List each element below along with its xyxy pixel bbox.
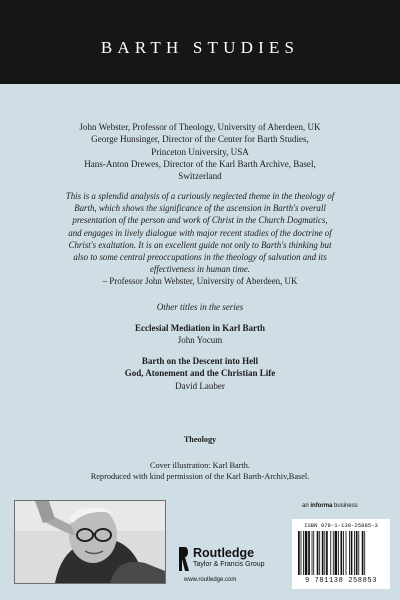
barcode-digits: 9 781138 258853 <box>304 577 377 585</box>
editor-line: Hans-Anton Drewes, Director of the Karl Barth Archive, Basel, <box>84 158 316 169</box>
isbn-barcode <box>292 519 390 589</box>
editor-line: Switzerland <box>178 171 222 182</box>
publisher-url: www.routledge.com <box>184 577 237 583</box>
barcode-bar <box>351 531 353 575</box>
book-title: Barth on the Descent into Hell <box>141 356 259 366</box>
barcode-bars <box>298 531 384 575</box>
informa-name: informa <box>310 503 333 509</box>
other-titles-heading: Other titles in the series <box>156 302 244 312</box>
barcode-bar <box>313 531 314 575</box>
informa-prefix: an <box>302 503 309 509</box>
routledge-r-icon <box>178 547 190 571</box>
barcode-bar <box>330 531 331 575</box>
cover-illustration-credit <box>0 460 400 482</box>
barcode-bar <box>338 531 339 575</box>
series-book <box>0 322 400 347</box>
editor-line: Princeton University, USA <box>151 146 249 157</box>
series-editors <box>60 121 340 182</box>
series-book <box>0 355 400 392</box>
barcode-bar <box>356 531 358 575</box>
barcode-bar <box>305 531 308 575</box>
barcode-bar <box>346 531 347 575</box>
barcode-bar <box>358 531 359 575</box>
book-author: David Lauber <box>175 380 225 391</box>
credit-line: Reproduced with kind permission of the Karl Barth-Archiv,Basel. <box>90 472 310 482</box>
subject-category: Theology <box>183 435 217 444</box>
book-title: Ecclesial Mediation in Karl Barth <box>135 323 265 333</box>
endorsement-blurb <box>52 190 348 288</box>
barcode-bar <box>362 531 364 575</box>
barcode-bar <box>298 531 300 575</box>
barcode-bar <box>308 531 310 575</box>
book-author: John Yocum <box>177 335 223 346</box>
publisher-name: Routledge <box>193 546 255 560</box>
barcode-bar <box>303 531 304 575</box>
barcode-bar <box>333 531 334 575</box>
isbn-text: ISBN 978-1-138-25885-3 <box>304 522 378 529</box>
credit-line: Cover illustration: Karl Barth. <box>149 461 250 470</box>
blurb-attribution: – Professor John Webster, University of Aberdeen, UK <box>102 276 298 287</box>
blurb-text: This is a splendid analysis of a curiously neglected theme in the theology of Barth, which shows the significance of the ascension in Barth's overall presentation of the person and work of Christ in the Church Dogmatics, and engages in lively dialogue with major recent studies of the doctrine of Christ's exaltation. It is an excellent guide not only to Barth's thinking but also to some central preoccupations in the theology of salvation and its effectiveness in human time. <box>65 191 335 275</box>
barcode-bar <box>319 531 320 575</box>
karl-barth-photo <box>14 500 166 584</box>
book-title: God, Atonement and the Christian Life <box>124 368 276 379</box>
barcode-bar <box>317 531 319 575</box>
barcode-bar <box>324 531 325 575</box>
informa-suffix: business <box>334 503 358 509</box>
barcode-bar <box>335 531 338 575</box>
barcode-bar <box>343 531 344 575</box>
barcode-bar <box>349 531 350 575</box>
routledge-logo <box>178 546 288 586</box>
publisher-group: Taylor & Francis Group <box>193 561 265 568</box>
barcode-bar <box>341 531 343 575</box>
barcode-bar <box>364 531 365 575</box>
barcode-bar <box>322 531 324 575</box>
barcode-bar <box>354 531 355 575</box>
series-band <box>0 0 400 84</box>
editor-line: John Webster, Professor of Theology, University of Aberdeen, UK <box>79 122 321 132</box>
informa-business-label <box>302 503 358 509</box>
barcode-bar <box>301 531 302 575</box>
series-title: BARTH STUDIES <box>100 38 300 57</box>
barcode-bar <box>312 531 313 575</box>
editor-line: George Hunsinger, Director of the Center for Barth Studies, <box>91 134 309 145</box>
barcode-bar <box>326 531 328 575</box>
